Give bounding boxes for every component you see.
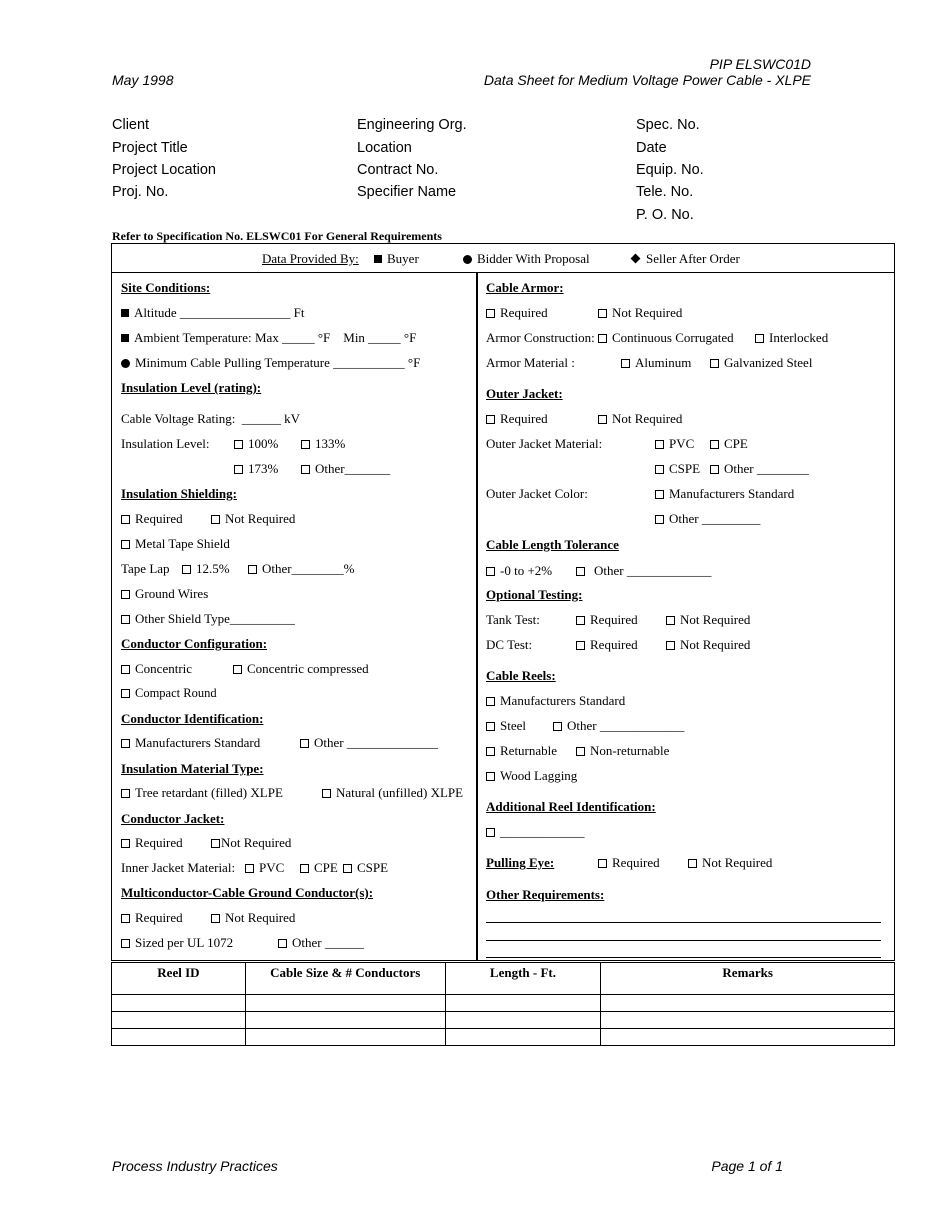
conductor-id-other-checkbox[interactable]: Other ______________ (300, 735, 438, 751)
outer-jacket-color-label: Outer Jacket Color: (486, 486, 588, 501)
site-conditions-heading: Site Conditions: (121, 280, 211, 295)
pulling-eye-not-required-checkbox[interactable]: Not Required (688, 855, 772, 871)
checkbox-icon (666, 616, 675, 625)
ambient-temperature-field[interactable]: Ambient Temperature: (121, 330, 252, 346)
checkbox-icon (655, 515, 664, 524)
ground-wires-checkbox[interactable]: Ground Wires (121, 586, 208, 602)
checkbox-icon (121, 939, 130, 948)
jacket-not-required-checkbox[interactable]: Not Required (211, 835, 291, 851)
checkbox-icon (121, 540, 130, 549)
column-divider (476, 272, 478, 961)
outer-jacket-not-required-checkbox[interactable]: Not Required (598, 411, 682, 427)
form-border-top (111, 243, 895, 244)
checkbox-icon (486, 828, 495, 837)
checkbox-icon (486, 697, 495, 706)
checkbox-icon (121, 914, 130, 923)
info-client: Client (112, 117, 150, 133)
checkbox-icon (688, 859, 697, 868)
table-row (112, 1029, 895, 1046)
multiconductor-heading: Multiconductor-Cable Ground Conductor(s): (121, 885, 374, 900)
outer-pvc-checkbox[interactable]: PVC (655, 436, 694, 452)
checkbox-icon (710, 440, 719, 449)
jacket-required-checkbox[interactable]: Required (121, 835, 183, 851)
cable-voltage-rating-field[interactable]: Cable Voltage Rating: ______ kV (121, 411, 300, 426)
additional-reel-id-checkbox[interactable]: _____________ (486, 824, 585, 840)
table-cell[interactable] (445, 1029, 601, 1046)
reels-manufacturers-checkbox[interactable]: Manufacturers Standard (486, 693, 625, 709)
dc-not-required-checkbox[interactable]: Not Required (666, 637, 750, 653)
optional-testing-heading: Optional Testing: (486, 587, 583, 602)
cable-length-tolerance-heading: Cable Length Tolerance (486, 537, 619, 552)
checkbox-icon (121, 739, 130, 748)
ground-not-required-checkbox[interactable]: Not Required (211, 910, 295, 926)
data-provided-buyer: Buyer (374, 251, 419, 267)
checkbox-icon (655, 465, 664, 474)
checkbox-icon (710, 359, 719, 368)
checkbox-icon (598, 859, 607, 868)
form-border-left (111, 243, 112, 961)
checkbox-icon (655, 440, 664, 449)
reel-table-header-length: Length - Ft. (445, 963, 601, 995)
conductor-id-manufacturers-checkbox[interactable]: Manufacturers Standard (121, 735, 260, 751)
color-manufacturers-checkbox[interactable]: Manufacturers Standard (655, 486, 794, 502)
other-requirements-line-1[interactable] (486, 922, 881, 923)
checkbox-icon (121, 789, 130, 798)
insulation-material-heading: Insulation Material Type: (121, 761, 264, 776)
checkbox-icon (576, 616, 585, 625)
checkbox-icon (182, 565, 191, 574)
tape-lap-label: Tape Lap (121, 561, 170, 576)
info-contract-no: Contract No. (357, 162, 439, 178)
reels-other-checkbox[interactable]: Other _____________ (553, 718, 684, 734)
checkbox-icon (233, 665, 242, 674)
cable-reels-heading: Cable Reels: (486, 668, 556, 683)
outer-jacket-heading: Outer Jacket: (486, 386, 563, 401)
checkbox-icon (300, 864, 309, 873)
checkbox-icon (598, 415, 607, 424)
aluminum-checkbox[interactable]: Aluminum (621, 355, 691, 371)
ambient-temperature-values[interactable]: Max _____ °F Min _____ °F (255, 330, 417, 345)
insulation-other-checkbox[interactable]: Other_______ (301, 461, 390, 477)
checkbox-icon (486, 415, 495, 424)
ground-other-checkbox[interactable]: Other ______ (278, 935, 364, 951)
shielding-not-required-checkbox[interactable]: Not Required (211, 511, 295, 527)
checkbox-icon (486, 309, 495, 318)
color-other-checkbox[interactable]: Other _________ (655, 511, 760, 527)
data-provided-label: Data Provided By: (262, 251, 359, 266)
form-border-bottom (111, 960, 895, 961)
checkbox-icon (322, 789, 331, 798)
altitude-field[interactable]: Altitude _________________ Ft (121, 305, 304, 321)
doc-date: May 1998 (112, 72, 174, 88)
info-project-title: Project Title (112, 140, 188, 156)
checkbox-icon (553, 722, 562, 731)
pulling-eye-heading: Pulling Eye: (486, 855, 555, 870)
reels-steel-checkbox[interactable]: Steel (486, 718, 526, 734)
insulation-100-checkbox[interactable]: 100% (234, 436, 278, 452)
table-cell[interactable] (112, 1012, 246, 1029)
outer-jacket-material-label: Outer Jacket Material: (486, 436, 603, 451)
cable-armor-heading: Cable Armor: (486, 280, 564, 295)
checkbox-icon (211, 839, 220, 848)
tree-retardant-checkbox[interactable]: Tree retardant (filled) XLPE (121, 785, 283, 801)
black-square-icon (121, 334, 129, 342)
reel-table-header-cable-size: Cable Size & # Conductors (245, 963, 445, 995)
checkbox-icon (301, 465, 310, 474)
checkbox-icon (248, 565, 257, 574)
table-cell[interactable] (601, 995, 895, 1012)
checkbox-icon (121, 839, 130, 848)
form-border-right (894, 243, 895, 961)
info-po-no: P. O. No. (636, 207, 694, 223)
table-cell[interactable] (112, 995, 246, 1012)
black-circle-icon (463, 255, 472, 264)
checkbox-icon (211, 914, 220, 923)
dc-test-label: DC Test: (486, 637, 533, 652)
black-square-icon (374, 255, 382, 263)
info-project-location: Project Location (112, 162, 216, 178)
reel-table-header-row (112, 963, 895, 995)
reels-returnable-checkbox[interactable]: Returnable (486, 743, 557, 759)
tape-lap-125-checkbox[interactable]: 12.5% (182, 561, 230, 577)
tolerance-2pct-checkbox[interactable]: -0 to +2% (486, 563, 552, 579)
inner-jacket-pvc-checkbox[interactable]: PVC (245, 860, 284, 876)
refer-spec-note: Refer to Specification No. ELSWC01 For General Requirements (112, 229, 442, 243)
checkbox-icon (486, 747, 495, 756)
checkbox-icon (343, 864, 352, 873)
armor-not-required-checkbox[interactable]: Not Required (598, 305, 682, 321)
reels-non-returnable-checkbox[interactable]: Non-returnable (576, 743, 669, 759)
checkbox-icon (710, 465, 719, 474)
table-row (112, 995, 895, 1012)
conductor-configuration-heading: Conductor Configuration: (121, 636, 268, 651)
checkbox-icon (121, 515, 130, 524)
data-provided-bidder: Bidder With Proposal (463, 251, 590, 267)
checkbox-icon (576, 747, 585, 756)
insulation-173-checkbox[interactable]: 173% (234, 461, 278, 477)
other-requirements-heading: Other Requirements: (486, 887, 605, 902)
checkbox-icon (666, 641, 675, 650)
checkbox-icon (655, 490, 664, 499)
info-spec-no: Spec. No. (636, 117, 700, 133)
other-requirements-line-2[interactable] (486, 940, 881, 941)
data-provided-divider (111, 272, 895, 273)
checkbox-icon (121, 590, 130, 599)
outer-other-checkbox[interactable]: Other ________ (710, 461, 809, 477)
checkbox-icon (598, 309, 607, 318)
tank-required-checkbox[interactable]: Required (576, 612, 638, 628)
footer-page-number: Page 1 of 1 (711, 1158, 783, 1174)
doc-id: PIP ELSWC01D (709, 56, 811, 72)
checkbox-icon (598, 334, 607, 343)
galvanized-steel-checkbox[interactable]: Galvanized Steel (710, 355, 812, 371)
black-square-icon (121, 309, 129, 317)
sized-per-ul-checkbox[interactable]: Sized per UL 1072 (121, 935, 233, 951)
reel-table-header-reel-id: Reel ID (112, 963, 246, 995)
table-cell[interactable] (245, 1029, 445, 1046)
checkbox-icon (300, 739, 309, 748)
armor-material-label: Armor Material : (486, 355, 575, 370)
checkbox-icon (211, 515, 220, 524)
pulling-eye-required-checkbox[interactable]: Required (598, 855, 660, 871)
metal-tape-shield-checkbox[interactable]: Metal Tape Shield (121, 536, 230, 552)
table-cell[interactable] (601, 1012, 895, 1029)
checkbox-icon (234, 440, 243, 449)
checkbox-icon (234, 465, 243, 474)
checkbox-icon (576, 567, 585, 576)
checkbox-icon (301, 440, 310, 449)
info-proj-no: Proj. No. (112, 184, 169, 200)
inner-jacket-material-label: Inner Jacket Material: (121, 860, 236, 875)
info-engineering-org: Engineering Org. (357, 117, 467, 133)
natural-xlpe-checkbox[interactable]: Natural (unfilled) XLPE (322, 785, 463, 801)
continuous-corrugated-checkbox[interactable]: Continuous Corrugated (598, 330, 734, 346)
ground-required-checkbox[interactable]: Required (121, 910, 183, 926)
table-cell[interactable] (445, 995, 601, 1012)
outer-cpe-checkbox[interactable]: CPE (710, 436, 748, 452)
table-cell[interactable] (601, 1029, 895, 1046)
checkbox-icon (121, 689, 130, 698)
info-location: Location (357, 140, 412, 156)
dc-required-checkbox[interactable]: Required (576, 637, 638, 653)
table-cell[interactable] (245, 1012, 445, 1029)
checkbox-icon (278, 939, 287, 948)
armor-construction-label: Armor Construction: (486, 330, 595, 345)
concentric-compressed-checkbox[interactable]: Concentric compressed (233, 661, 369, 677)
tank-not-required-checkbox[interactable]: Not Required (666, 612, 750, 628)
checkbox-icon (576, 641, 585, 650)
info-specifier-name: Specifier Name (357, 184, 457, 200)
checkbox-icon (486, 772, 495, 781)
interlocked-checkbox[interactable]: Interlocked (755, 330, 828, 346)
additional-reel-id-heading: Additional Reel Identification: (486, 799, 656, 814)
checkbox-icon (755, 334, 764, 343)
tank-test-label: Tank Test: (486, 612, 540, 627)
table-cell[interactable] (245, 995, 445, 1012)
other-shield-type-checkbox[interactable]: Other Shield Type__________ (121, 611, 295, 627)
shielding-required-checkbox[interactable]: Required (121, 511, 183, 527)
table-cell[interactable] (445, 1012, 601, 1029)
min-pulling-temperature-field[interactable]: Minimum Cable Pulling Temperature ___________ °F (121, 355, 420, 371)
table-row (112, 1012, 895, 1029)
insulation-level-label: Insulation Level: (121, 436, 210, 451)
reel-table (111, 962, 895, 1046)
checkbox-icon (245, 864, 254, 873)
compact-round-checkbox[interactable]: Compact Round (121, 685, 217, 701)
info-tele-no: Tele. No. (636, 184, 694, 200)
tape-lap-other-checkbox[interactable]: Other________% (248, 561, 354, 577)
insulation-level-heading: Insulation Level (rating): (121, 380, 262, 395)
conductor-identification-heading: Conductor Identification: (121, 711, 264, 726)
info-equip-no: Equip. No. (636, 162, 704, 178)
checkbox-icon (121, 665, 130, 674)
checkbox-icon (486, 567, 495, 576)
footer-left: Process Industry Practices (112, 1158, 278, 1174)
outer-jacket-required-checkbox[interactable]: Required (486, 411, 548, 427)
reel-table-header-remarks: Remarks (601, 963, 895, 995)
inner-jacket-cpe-checkbox[interactable]: CPE (300, 860, 338, 876)
table-cell[interactable] (112, 1029, 246, 1046)
insulation-shielding-heading: Insulation Shielding: (121, 486, 237, 501)
outer-cspe-checkbox[interactable]: CSPE (655, 461, 700, 477)
armor-required-checkbox[interactable]: Required (486, 305, 548, 321)
other-requirements-line-3[interactable] (486, 957, 881, 958)
tolerance-other-checkbox[interactable]: Other _____________ (576, 563, 711, 579)
black-diamond-icon (631, 254, 641, 264)
concentric-checkbox[interactable]: Concentric (121, 661, 192, 677)
checkbox-icon (486, 722, 495, 731)
info-date: Date (636, 140, 667, 156)
inner-jacket-cspe-checkbox[interactable]: CSPE (343, 860, 388, 876)
insulation-133-checkbox[interactable]: 133% (301, 436, 345, 452)
conductor-jacket-heading: Conductor Jacket: (121, 811, 225, 826)
data-provided-seller: Seller After Order (632, 251, 740, 267)
black-circle-icon (121, 359, 130, 368)
checkbox-icon (621, 359, 630, 368)
reels-wood-lagging-checkbox[interactable]: Wood Lagging (486, 768, 577, 784)
doc-title: Data Sheet for Medium Voltage Power Cable - XLPE (483, 72, 811, 88)
checkbox-icon (121, 615, 130, 624)
